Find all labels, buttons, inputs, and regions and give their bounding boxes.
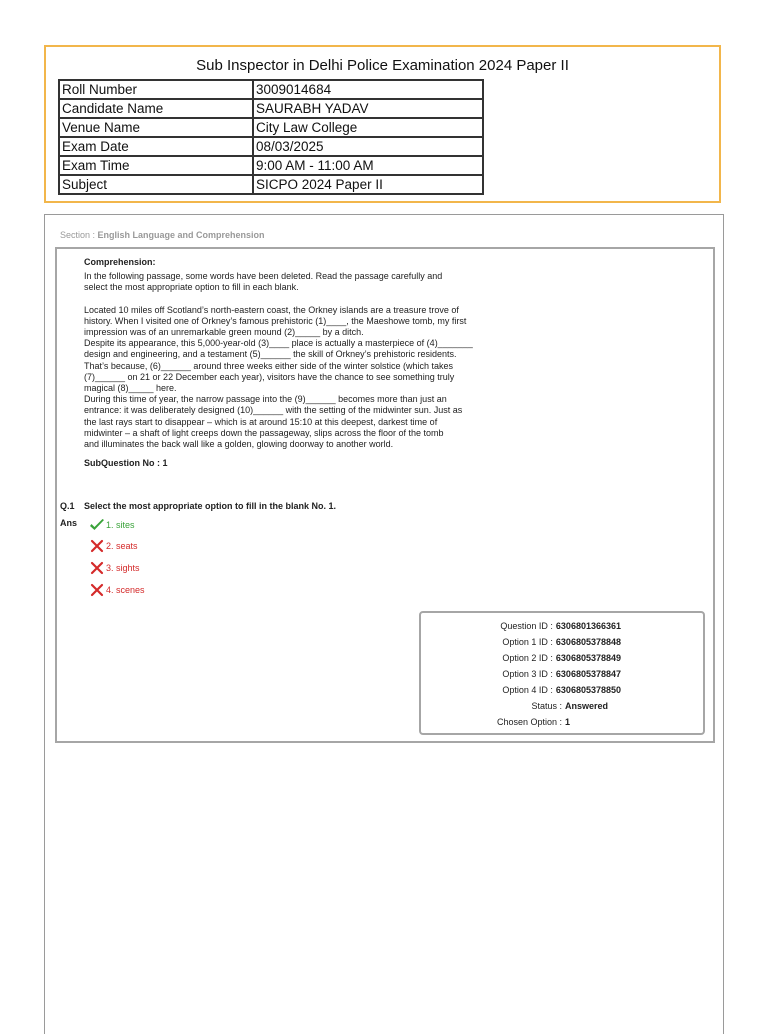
option-1 [89,518,135,532]
detail-status: Status : Answered [531,701,609,711]
option-4 [89,583,145,597]
info-value: SICPO 2024 Paper II [253,175,483,194]
question-stem: Select the most appropriate option to fill in the blank No. 1. [84,501,337,511]
question-number: Q.1 [60,501,75,511]
table-row [59,118,483,137]
info-value: 3009014684 [253,80,483,99]
info-value: 08/03/2025 [253,137,483,156]
section-prefix: Section : [60,230,98,240]
passage-line: During this time of year, the narrow passage into the (9)______ becomes more than just an [84,394,447,405]
detail-option-4-id: Option 4 ID : 6306805378850 [502,685,621,695]
info-key: Exam Date [59,137,253,156]
exam-title: Sub Inspector in Delhi Police Examination 2024 Paper II [196,57,569,74]
passage-line: midwinter – a shaft of light creeps down the passageway, slips across the floor of the tomb [84,427,444,438]
passage-line: Located 10 miles off Scotland’s north-eastern coast, the Orkney islands are a treasure trove of [84,304,459,315]
cross-icon [89,561,105,575]
question-box [55,247,715,743]
info-value: SAURABH YADAV [253,99,483,118]
detail-option-2-id: Option 2 ID : 6306805378849 [502,653,621,663]
info-value: 9:00 AM - 11:00 AM [253,156,483,175]
comprehension-block [84,257,524,469]
cross-icon [89,539,105,553]
cross-icon [89,583,105,597]
check-icon [89,518,105,532]
section-label [60,230,265,240]
passage-line: magical (8)_____ here. [84,383,177,394]
instruction-line: In the following passage, some words have been deleted. Read the passage carefully and [84,271,443,282]
table-row [59,137,483,156]
exam-header [44,45,721,203]
table-row [59,175,483,194]
info-key: Venue Name [59,118,253,137]
passage-text [84,305,524,451]
info-key: Subject [59,175,253,194]
info-value: City Law College [253,118,483,137]
section-name: English Language and Comprehension [97,230,265,240]
subquestion-label: SubQuestion No : 1 [84,458,168,469]
detail-chosen-option: Chosen Option : 1 [496,717,571,727]
info-key: Candidate Name [59,99,253,118]
table-row [59,156,483,175]
info-key: Exam Time [59,156,253,175]
question-panel [44,214,724,1034]
table-row [59,99,483,118]
option-3 [89,561,140,575]
info-key: Roll Number [59,80,253,99]
detail-option-1-id: Option 1 ID : 6306805378848 [502,637,621,647]
passage-line: (7)______ on 21 or 22 December each year), visitors have the chance to see something truly [84,371,455,382]
option-label: 3. sights [106,563,140,573]
passage-line: the last rays start to disappear – which is at around 15:10 at this deepest, darkest time of [84,416,438,427]
option-label: 1. sites [106,520,135,530]
table-row [59,80,483,99]
passage-line: entrance: it was deliberately designed (10)______ with the setting of the midwinter sun. Just as [84,405,463,416]
detail-option-3-id: Option 3 ID : 6306805378847 [502,669,621,679]
passage-line: Despite its appearance, this 5,000-year-old (3)____ place is actually a masterpiece of (4)_______ [84,338,473,349]
option-label: 4. scenes [106,585,145,595]
instruction-line: select the most appropriate option to fill in each blank. [84,282,299,293]
answer-label: Ans [60,518,78,528]
passage-line: and illuminates the back wall like a golden, glowing doorway to another world. [84,439,394,450]
comprehension-heading: Comprehension: [84,257,156,267]
passage-line: That’s because, (6)______ around three weeks either side of the winter solstice (which takes [84,360,454,371]
option-2 [89,539,138,553]
candidate-info-table [58,79,484,195]
option-label: 2. seats [106,541,138,551]
passage-line: history. When I visited one of Orkney’s famous prehistoric (1)____, the Maeshowe tomb, my first [84,315,467,326]
question-details-box [419,611,705,735]
passage-line: design and engineering, and a testament (5)______ the skill of Orkney’s prehistoric residents. [84,349,457,360]
instruction-text [84,271,524,293]
passage-line: impression was of an unremarkable green mound (2)_____ by a ditch. [84,327,364,338]
question-text [60,501,336,511]
detail-question-id: Question ID : 6306801366361 [500,621,621,631]
